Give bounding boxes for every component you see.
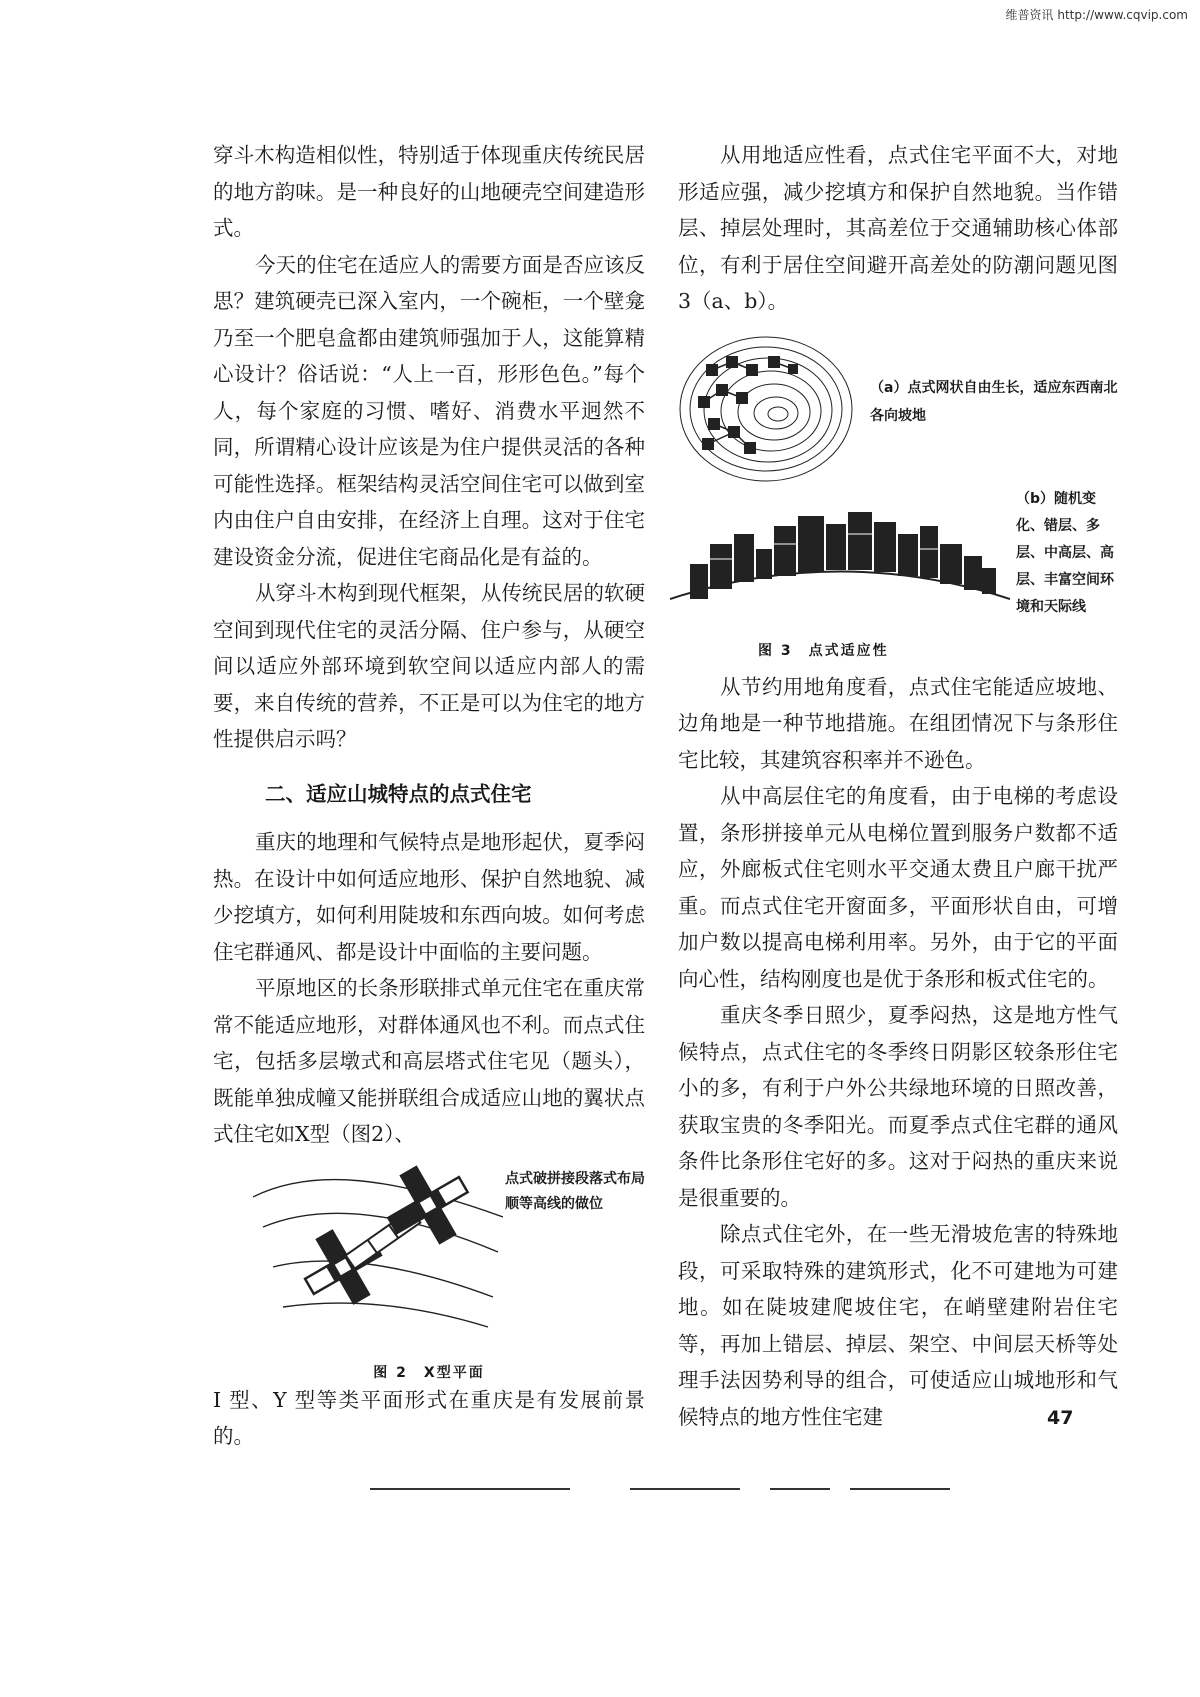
section-heading: 二、适应山城特点的点式住宅	[265, 781, 532, 806]
paragraph: 从中高层住宅的角度看，由于电梯的考虑设置，条形拼接单元从电梯位置到服务户数都不适应，外廊板式住宅则水平交通太费且户廊干扰严重。而点式住宅开窗面多，平面形状自由，可增加户数以提高电梯利用率。另外，由于它的平面向心性，结构刚度也是优于条形和板式住宅的。	[678, 784, 1118, 991]
paragraph: 重庆冬季日照少，夏季闷热，这是地方性气候特点，点式住宅的冬季终日阴影区较条形住宅小的多，有利于户外公共绿地环境的日照改善，获取宝贵的冬季阳光。而夏季点式住宅群的通风条件比条形住宅好的多。这对于闷热的重庆来说是很重要的。	[678, 1003, 1118, 1210]
figure-3-caption: 图 3 点式适应性	[758, 642, 889, 659]
scan-artifact	[850, 1488, 950, 1490]
skyline-drawing	[670, 504, 1010, 624]
paragraph: 穿斗木构造相似性，特别适于体现重庆传统民居的地方韵味。是一种良好的山地硬壳空间建造形式。	[213, 143, 645, 240]
right-column	[678, 137, 1118, 1435]
scan-artifact	[770, 1488, 830, 1490]
left-column	[213, 137, 645, 1455]
figure-2-note: 点式破拼接段落式布局顺等高线的做位	[505, 1170, 645, 1212]
paragraph: 从用地适应性看，点式住宅平面不大，对地形适应强，减少挖填方和保护自然地貌。当作错层、掉层处理时，其高差位于交通辅助核心体部位，有利于居住空间避开高差处的防潮问题见图3（a、b）。	[678, 143, 1118, 313]
figure-3	[678, 334, 1118, 669]
watermark: 维普资讯 http://www.cqvip.com	[1005, 8, 1188, 22]
paragraph: 今天的住宅在适应人的需要方面是否应该反思？建筑硬壳已深入室内，一个碗柜，一个壁龛乃至一个肥皂盒都由建筑师强加于人，这能算精心设计？俗话说：“人上一百，形形色色。”每个人，每个家庭的习惯、嗜好、消费水平迥然不同，所谓精心设计应该是为住户提供灵活的各种可能性选择。框架结构灵活空间住宅可以做到室内由住户自由安排，在经济上自理。这对于住宅建设资金分流，促进住宅商品化是有益的。	[213, 252, 645, 569]
figure-3b-note: （b）随机变化、错层、多层、中高层、高层、丰富空间环境和天际线	[1016, 490, 1114, 615]
scan-artifact	[370, 1488, 570, 1490]
page-number: 47	[1047, 1407, 1074, 1429]
paragraph: 除点式住宅外，在一些无滑坡危害的特殊地段，可采取特殊的建筑形式，化不可建地为可建地。如在陡坡建爬坡住宅，在峭壁建附岩住宅等，再加上错层、掉层、架空、中间层天桥等处理手法因势利导的组合，可使适应山城地形和气候特点的地方性住宅建	[678, 1222, 1118, 1429]
paragraph: I 型、Y 型等类平面形式在重庆是有发展前景的。	[213, 1387, 645, 1448]
paragraph: 从节约用地角度看，点式住宅能适应坡地、边角地是一种节地措施。在组团情况下与条形住宅比较，其建筑容积率并不逊色。	[678, 674, 1118, 772]
figure-2-caption: 图 2 X型平面	[373, 1364, 485, 1381]
figure-2	[213, 1157, 645, 1362]
paragraph: 重庆的地理和气候特点是地形起伏，夏季闷热。在设计中如何适应地形、保护自然地貌、减少挖填方，如何利用陡坡和东西向坡。如何考虑住宅群通风、都是设计中面临的主要问题。	[213, 830, 645, 964]
paragraph: 从穿斗木构到现代框架，从传统民居的软硬空间到现代住宅的灵活分隔、住户参与，从硬空间以适应外部环境到软空间以适应内部人的需要，来自传统的营养，不正是可以为住宅的地方性提供启示吗？	[213, 581, 645, 751]
paragraph: 平原地区的长条形联排式单元住宅在重庆常常不能适应地形，对群体通风也不利。而点式住宅，包括多层墩式和高层塔式住宅见（题头），既能单独成幢又能拼联组合成适应山地的翼状点式住宅如X型（图2）、	[213, 976, 645, 1146]
figure-3a-note: （a）点式网状自由生长，适应东西南北各向坡地	[870, 379, 1118, 424]
x-plan-drawing	[253, 1157, 503, 1332]
scan-artifact	[630, 1488, 740, 1490]
network-plan-drawing	[676, 334, 856, 484]
